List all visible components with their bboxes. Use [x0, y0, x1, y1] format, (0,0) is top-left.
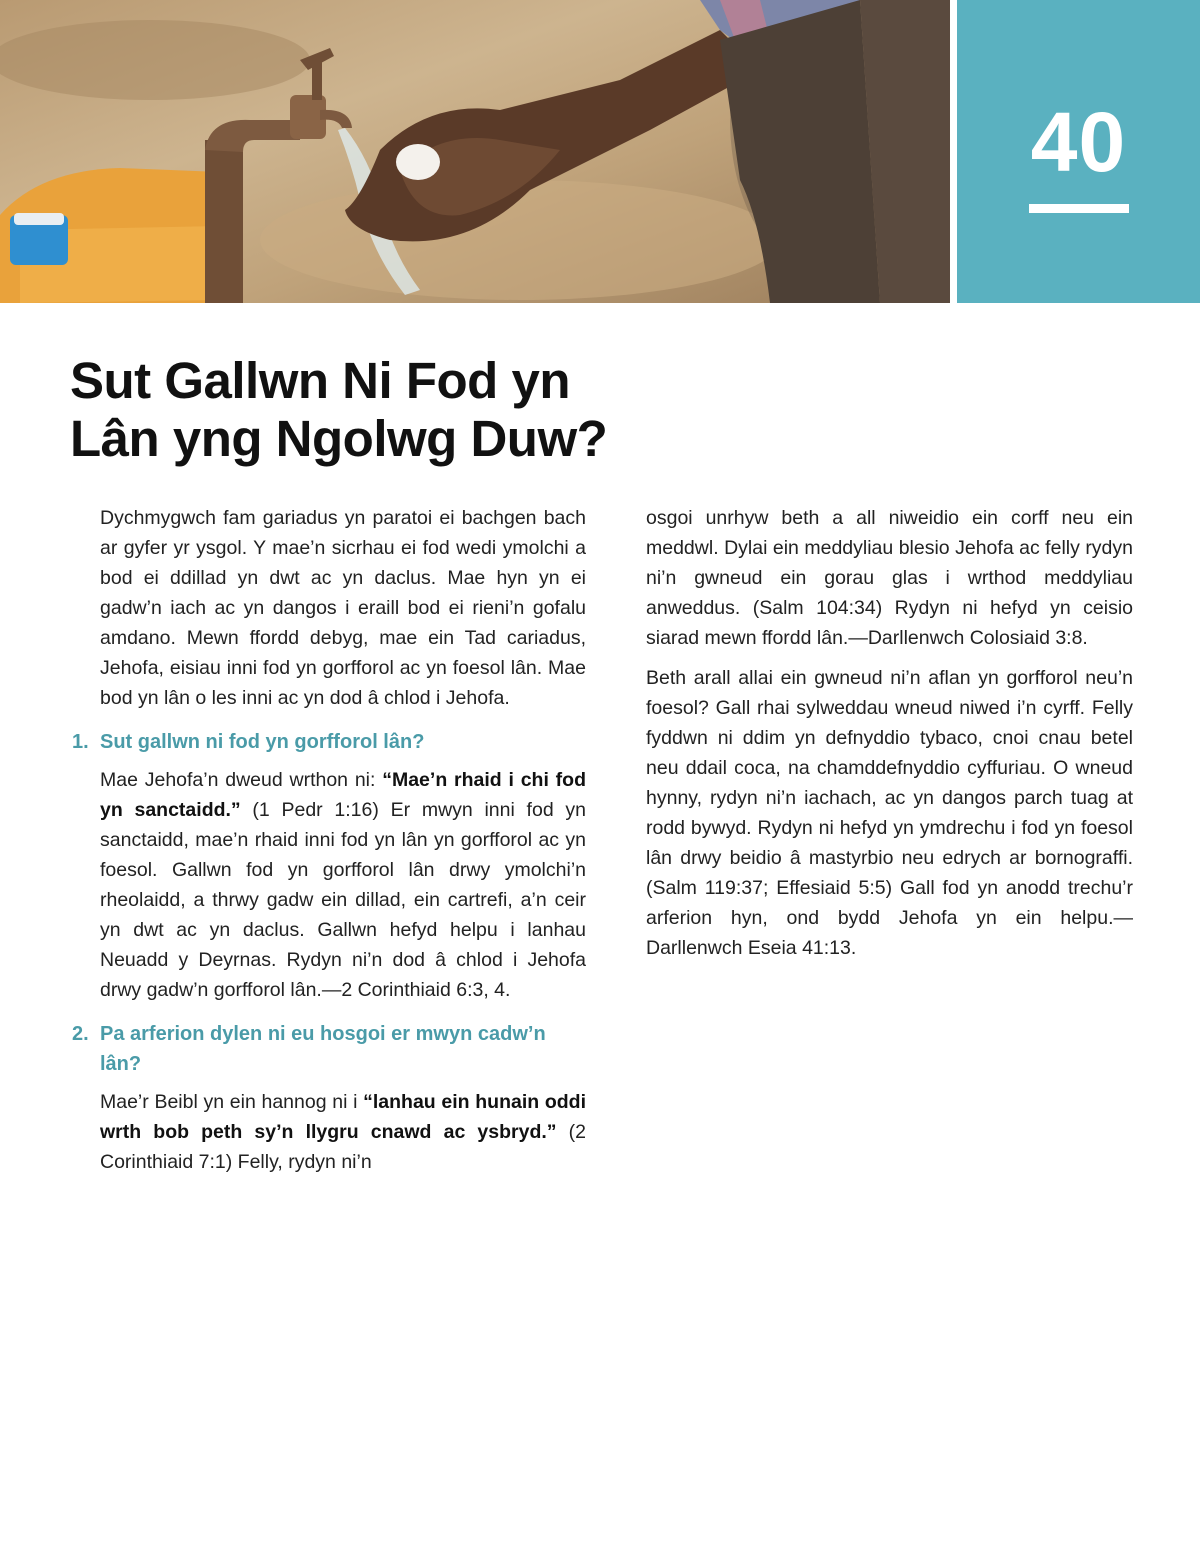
badge-divider	[1029, 204, 1129, 213]
answer-2-pre: Mae’r Beibl yn ein hannog ni i	[100, 1091, 364, 1113]
page-title	[70, 352, 690, 468]
question-2-text: Pa arferion dylen ni eu hosgoi er mwyn cadw’n lân?	[100, 1023, 546, 1075]
title-line-1: Sut Gallwn Ni Fod yn	[70, 352, 570, 409]
answer-1-paragraph	[100, 765, 586, 1005]
question-1	[72, 727, 586, 757]
question-1-number: 1.	[72, 731, 89, 753]
answer-2-paragraph-start	[100, 1087, 586, 1177]
header-photo	[0, 0, 950, 303]
answer-2-extra-paragraph: Beth arall allai ein gwneud ni’n aflan yn gorfforol neu’n foesol? Gall rhai sylweddau wneud niwed i’n cyrff. Felly fyddwn ni ddim yn defnyddio tybaco, cnoi cnau betel neu ddail coca, na chamddefnyddio cyffuriau. O wneud hynny, rydyn ni’n iachach, ac yn dangos parch tuag at rodd bywyd. Rydyn ni hefyd yn ymdrechu i fod yn foesol lân drwy beidio â mastyrbio neu edrych ar bornograffi. (Salm 119:37; Effesiaid 5:5) Gall fod yn anodd trechu’r arferion hyn, ond bydd Jehofa yn ein helpu.—Darllenwch Eseia 41:13.	[646, 667, 1133, 959]
question-1-text: Sut gallwn ni fod yn gorfforol lân?	[100, 731, 425, 753]
lesson-number: 40	[1030, 95, 1127, 189]
answer-2-paragraph-cont	[646, 503, 1133, 653]
question-2	[72, 1019, 586, 1079]
answer-2-post-head: (2 Corinthiaid 7:1) Felly, rydyn ni’n	[100, 1121, 586, 1173]
title-line-2: Lân yng Ngolwg Duw?	[70, 410, 608, 467]
right-column	[646, 503, 1133, 973]
answer-1-pre: Mae Jehofa’n dweud wrthon ni:	[100, 769, 383, 791]
intro-paragraph: Dychmygwch fam gariadus yn paratoi ei bachgen bach ar gyfer yr ysgol. Y mae’n sicrhau ei fod wedi ymolchi a bod ei ddillad yn dwt ac yn daclus. Mae hyn yn ei gadw’n iach ac yn dangos i eraill bod ei rieni’n gofalu amdano. Mewn ffordd debyg, mae ein Tad cariadus, Jehofa, eisiau inni fod yn gorfforol ac yn foesol lân. Mae bod yn lân o les inni ac yn dod â chlod i Jehofa.	[100, 507, 586, 709]
answer-2-post-tail: osgoi unrhyw beth a all niweidio ein corff neu ein meddwl. Dylai ein meddyliau blesio Jehofa ac felly rydyn ni’n gwneud ein gorau glas i wrthod meddyliau anweddus. (Salm 104:34) Rydyn ni hefyd yn ceisio siarad mewn ffordd lân.—Darllenwch Colosiaid 3:8.	[646, 507, 1133, 649]
lesson-badge	[957, 0, 1200, 303]
question-2-number: 2.	[72, 1023, 89, 1045]
answer-2-quote: “lanhau ein hunain oddi wrth bob peth sy’n llygru cnawd ac ysbryd.”	[100, 1091, 586, 1143]
answer-1-quote: “Mae’n rhaid i chi fod yn sanctaidd.”	[100, 769, 586, 821]
left-column	[72, 503, 586, 1187]
answer-1-post: (1 Pedr 1:16) Er mwyn inni fod yn sanctaidd, mae’n rhaid inni fod yn lân yn gorfforol ac yn foesol. Gallwn fod yn gorfforol lân drwy ymolchi’n rheolaidd, a thrwy gadw ein dillad, ein cartrefi, a’n ceir yn dwt ac yn daclus. Gallwn hefyd helpu i lanhau Neuadd y Deyrnas. Rydyn ni’n dod â chlod i Jehofa drwy gadw’n gorfforol lân.—2 Corinthiaid 6:3, 4.	[100, 799, 586, 1001]
handwashing-photo-icon	[0, 0, 950, 303]
